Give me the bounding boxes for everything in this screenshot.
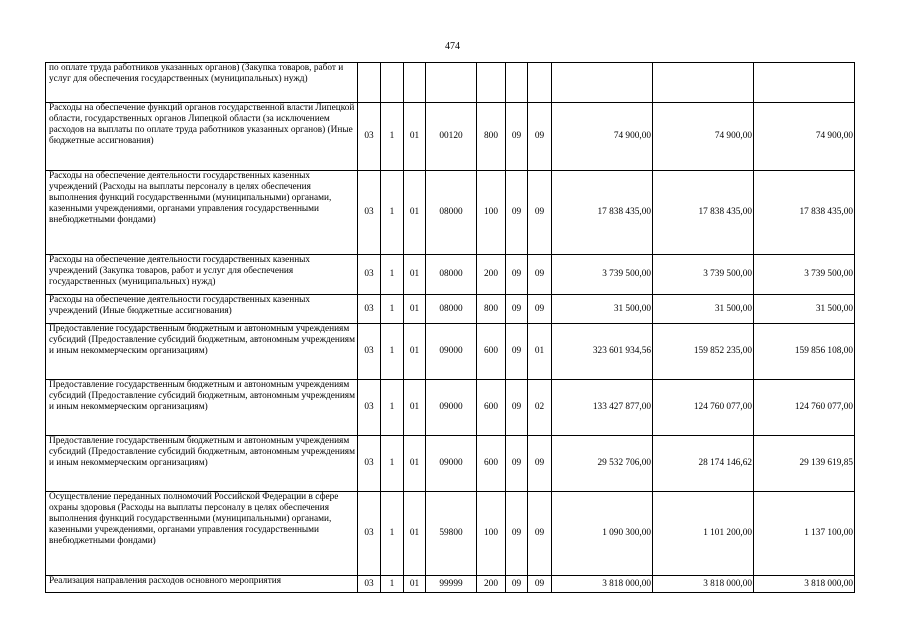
cell-expense-direction-code: 99999 bbox=[426, 576, 477, 593]
cell-program-code: 03 bbox=[358, 295, 381, 324]
cell-subsection-code bbox=[528, 63, 552, 103]
cell-subprogram-code: 1 bbox=[381, 492, 404, 576]
cell-description: Предоставление государственным бюджетным и автономным учреждениям субсидий (Предоставление субсидий бюджетным, автономным учреждениям и иным некоммерческим организациям) bbox=[46, 380, 358, 436]
cell-expense-direction-code: 09000 bbox=[426, 436, 477, 492]
cell-program-code: 03 bbox=[358, 380, 381, 436]
cell-program-code: 03 bbox=[358, 255, 381, 295]
cell-amount-year-2: 31 500,00 bbox=[653, 295, 754, 324]
cell-subprogram-code: 1 bbox=[381, 380, 404, 436]
cell-amount-year-3: 74 900,00 bbox=[754, 103, 855, 171]
cell-amount-year-1: 3 818 000,00 bbox=[552, 576, 653, 593]
cell-program-code: 03 bbox=[358, 436, 381, 492]
cell-program-code: 03 bbox=[358, 576, 381, 593]
cell-activity-code: 01 bbox=[404, 295, 426, 324]
cell-subsection-code: 09 bbox=[528, 492, 552, 576]
cell-subprogram-code: 1 bbox=[381, 171, 404, 255]
cell-expense-direction-code: 59800 bbox=[426, 492, 477, 576]
cell-activity-code: 01 bbox=[404, 380, 426, 436]
budget-table bbox=[45, 62, 855, 593]
cell-expense-direction-code: 09000 bbox=[426, 324, 477, 380]
table-body bbox=[46, 63, 855, 593]
cell-amount-year-2: 1 101 200,00 bbox=[653, 492, 754, 576]
cell-activity-code: 01 bbox=[404, 576, 426, 593]
cell-amount-year-1: 1 090 300,00 bbox=[552, 492, 653, 576]
cell-amount-year-2: 3 739 500,00 bbox=[653, 255, 754, 295]
cell-section-code: 09 bbox=[506, 380, 528, 436]
cell-amount-year-3: 31 500,00 bbox=[754, 295, 855, 324]
cell-subsection-code: 09 bbox=[528, 436, 552, 492]
cell-description: Предоставление государственным бюджетным и автономным учреждениям субсидий (Предоставление субсидий бюджетным, автономным учреждениям и иным некоммерческим организациям) bbox=[46, 324, 358, 380]
cell-section-code: 09 bbox=[506, 436, 528, 492]
cell-subprogram-code: 1 bbox=[381, 103, 404, 171]
table-row bbox=[46, 380, 855, 436]
cell-section-code bbox=[506, 63, 528, 103]
cell-amount-year-3: 159 856 108,00 bbox=[754, 324, 855, 380]
cell-expense-type-code: 100 bbox=[477, 171, 506, 255]
cell-expense-type-code: 200 bbox=[477, 255, 506, 295]
cell-expense-direction-code: 08000 bbox=[426, 295, 477, 324]
cell-description: Расходы на обеспечение деятельности государственных казенных учреждений (Иные бюджетные ассигнования) bbox=[46, 295, 358, 324]
cell-amount-year-1: 3 739 500,00 bbox=[552, 255, 653, 295]
cell-amount-year-2: 17 838 435,00 bbox=[653, 171, 754, 255]
cell-expense-type-code bbox=[477, 63, 506, 103]
cell-program-code: 03 bbox=[358, 171, 381, 255]
cell-amount-year-3: 1 137 100,00 bbox=[754, 492, 855, 576]
cell-subprogram-code: 1 bbox=[381, 295, 404, 324]
cell-amount-year-1: 133 427 877,00 bbox=[552, 380, 653, 436]
cell-activity-code: 01 bbox=[404, 436, 426, 492]
cell-expense-direction-code: 00120 bbox=[426, 103, 477, 171]
table-row bbox=[46, 324, 855, 380]
cell-expense-type-code: 600 bbox=[477, 324, 506, 380]
cell-section-code: 09 bbox=[506, 255, 528, 295]
table-row bbox=[46, 436, 855, 492]
cell-amount-year-2 bbox=[653, 63, 754, 103]
table-row bbox=[46, 255, 855, 295]
cell-expense-type-code: 200 bbox=[477, 576, 506, 593]
table-row bbox=[46, 576, 855, 593]
cell-section-code: 09 bbox=[506, 492, 528, 576]
cell-description: Расходы на обеспечение деятельности государственных казенных учреждений (Закупка товаров, работ и услуг для обеспечения государственных (муниципальных) нужд) bbox=[46, 255, 358, 295]
cell-subsection-code: 09 bbox=[528, 103, 552, 171]
cell-description: Реализация направления расходов основного мероприятия bbox=[46, 576, 358, 593]
cell-amount-year-2: 3 818 000,00 bbox=[653, 576, 754, 593]
cell-amount-year-1: 29 532 706,00 bbox=[552, 436, 653, 492]
cell-amount-year-1 bbox=[552, 63, 653, 103]
cell-expense-type-code: 600 bbox=[477, 380, 506, 436]
cell-section-code: 09 bbox=[506, 171, 528, 255]
cell-activity-code: 01 bbox=[404, 492, 426, 576]
cell-amount-year-3 bbox=[754, 63, 855, 103]
page-number: 474 bbox=[445, 41, 460, 52]
cell-section-code: 09 bbox=[506, 576, 528, 593]
cell-subprogram-code: 1 bbox=[381, 576, 404, 593]
cell-subsection-code: 09 bbox=[528, 576, 552, 593]
cell-description: Осуществление переданных полномочий Российской Федерации в сфере охраны здоровья (Расходы на выплаты персоналу в целях обеспечения выполнения функций государственными (муниципальными) органами, казенными учреждениями, органами управления государственными внебюджетными фондами) bbox=[46, 492, 358, 576]
cell-subprogram-code: 1 bbox=[381, 324, 404, 380]
cell-expense-direction-code: 08000 bbox=[426, 171, 477, 255]
cell-program-code: 03 bbox=[358, 103, 381, 171]
cell-expense-type-code: 800 bbox=[477, 103, 506, 171]
cell-program-code: 03 bbox=[358, 492, 381, 576]
cell-expense-type-code: 800 bbox=[477, 295, 506, 324]
cell-activity-code: 01 bbox=[404, 103, 426, 171]
cell-section-code: 09 bbox=[506, 295, 528, 324]
cell-amount-year-1: 74 900,00 bbox=[552, 103, 653, 171]
cell-subsection-code: 01 bbox=[528, 324, 552, 380]
cell-amount-year-3: 29 139 619,85 bbox=[754, 436, 855, 492]
cell-expense-type-code: 600 bbox=[477, 436, 506, 492]
cell-amount-year-2: 28 174 146,62 bbox=[653, 436, 754, 492]
cell-program-code: 03 bbox=[358, 324, 381, 380]
cell-amount-year-1: 31 500,00 bbox=[552, 295, 653, 324]
table-row bbox=[46, 492, 855, 576]
cell-description: Предоставление государственным бюджетным и автономным учреждениям субсидий (Предоставление субсидий бюджетным, автономным учреждениям и иным некоммерческим организациям) bbox=[46, 436, 358, 492]
cell-subprogram-code: 1 bbox=[381, 436, 404, 492]
cell-amount-year-1: 17 838 435,00 bbox=[552, 171, 653, 255]
cell-subsection-code: 02 bbox=[528, 380, 552, 436]
cell-amount-year-1: 323 601 934,56 bbox=[552, 324, 653, 380]
cell-subsection-code: 09 bbox=[528, 295, 552, 324]
cell-description: по оплате труда работников указанных органов) (Закупка товаров, работ и услуг для обеспечения государственных (муниципальных) нужд) bbox=[46, 63, 358, 103]
cell-expense-direction-code bbox=[426, 63, 477, 103]
cell-activity-code: 01 bbox=[404, 324, 426, 380]
cell-section-code: 09 bbox=[506, 324, 528, 380]
cell-subsection-code: 09 bbox=[528, 171, 552, 255]
cell-amount-year-2: 74 900,00 bbox=[653, 103, 754, 171]
cell-section-code: 09 bbox=[506, 103, 528, 171]
table-row bbox=[46, 171, 855, 255]
table-row bbox=[46, 63, 855, 103]
cell-program-code bbox=[358, 63, 381, 103]
cell-expense-direction-code: 09000 bbox=[426, 380, 477, 436]
cell-expense-type-code: 100 bbox=[477, 492, 506, 576]
cell-description: Расходы на обеспечение деятельности государственных казенных учреждений (Расходы на выплаты персоналу в целях обеспечения выполнения функций государственными (муниципальными) органами, казенными учреждениями, органами управления государственными внебюджетными фондами) bbox=[46, 171, 358, 255]
cell-activity-code: 01 bbox=[404, 171, 426, 255]
cell-subprogram-code: 1 bbox=[381, 255, 404, 295]
cell-expense-direction-code: 08000 bbox=[426, 255, 477, 295]
cell-amount-year-3: 124 760 077,00 bbox=[754, 380, 855, 436]
cell-amount-year-3: 3 818 000,00 bbox=[754, 576, 855, 593]
table-row bbox=[46, 103, 855, 171]
cell-subprogram-code bbox=[381, 63, 404, 103]
cell-description: Расходы на обеспечение функций органов государственной власти Липецкой области, государственных органов Липецкой области (за исключением расходов на выплаты по оплате труда работников указанных органов) (Иные бюджетные ассигнования) bbox=[46, 103, 358, 171]
cell-amount-year-2: 124 760 077,00 bbox=[653, 380, 754, 436]
cell-amount-year-3: 17 838 435,00 bbox=[754, 171, 855, 255]
cell-subsection-code: 09 bbox=[528, 255, 552, 295]
cell-activity-code bbox=[404, 63, 426, 103]
table-row bbox=[46, 295, 855, 324]
cell-amount-year-3: 3 739 500,00 bbox=[754, 255, 855, 295]
cell-activity-code: 01 bbox=[404, 255, 426, 295]
cell-amount-year-2: 159 852 235,00 bbox=[653, 324, 754, 380]
